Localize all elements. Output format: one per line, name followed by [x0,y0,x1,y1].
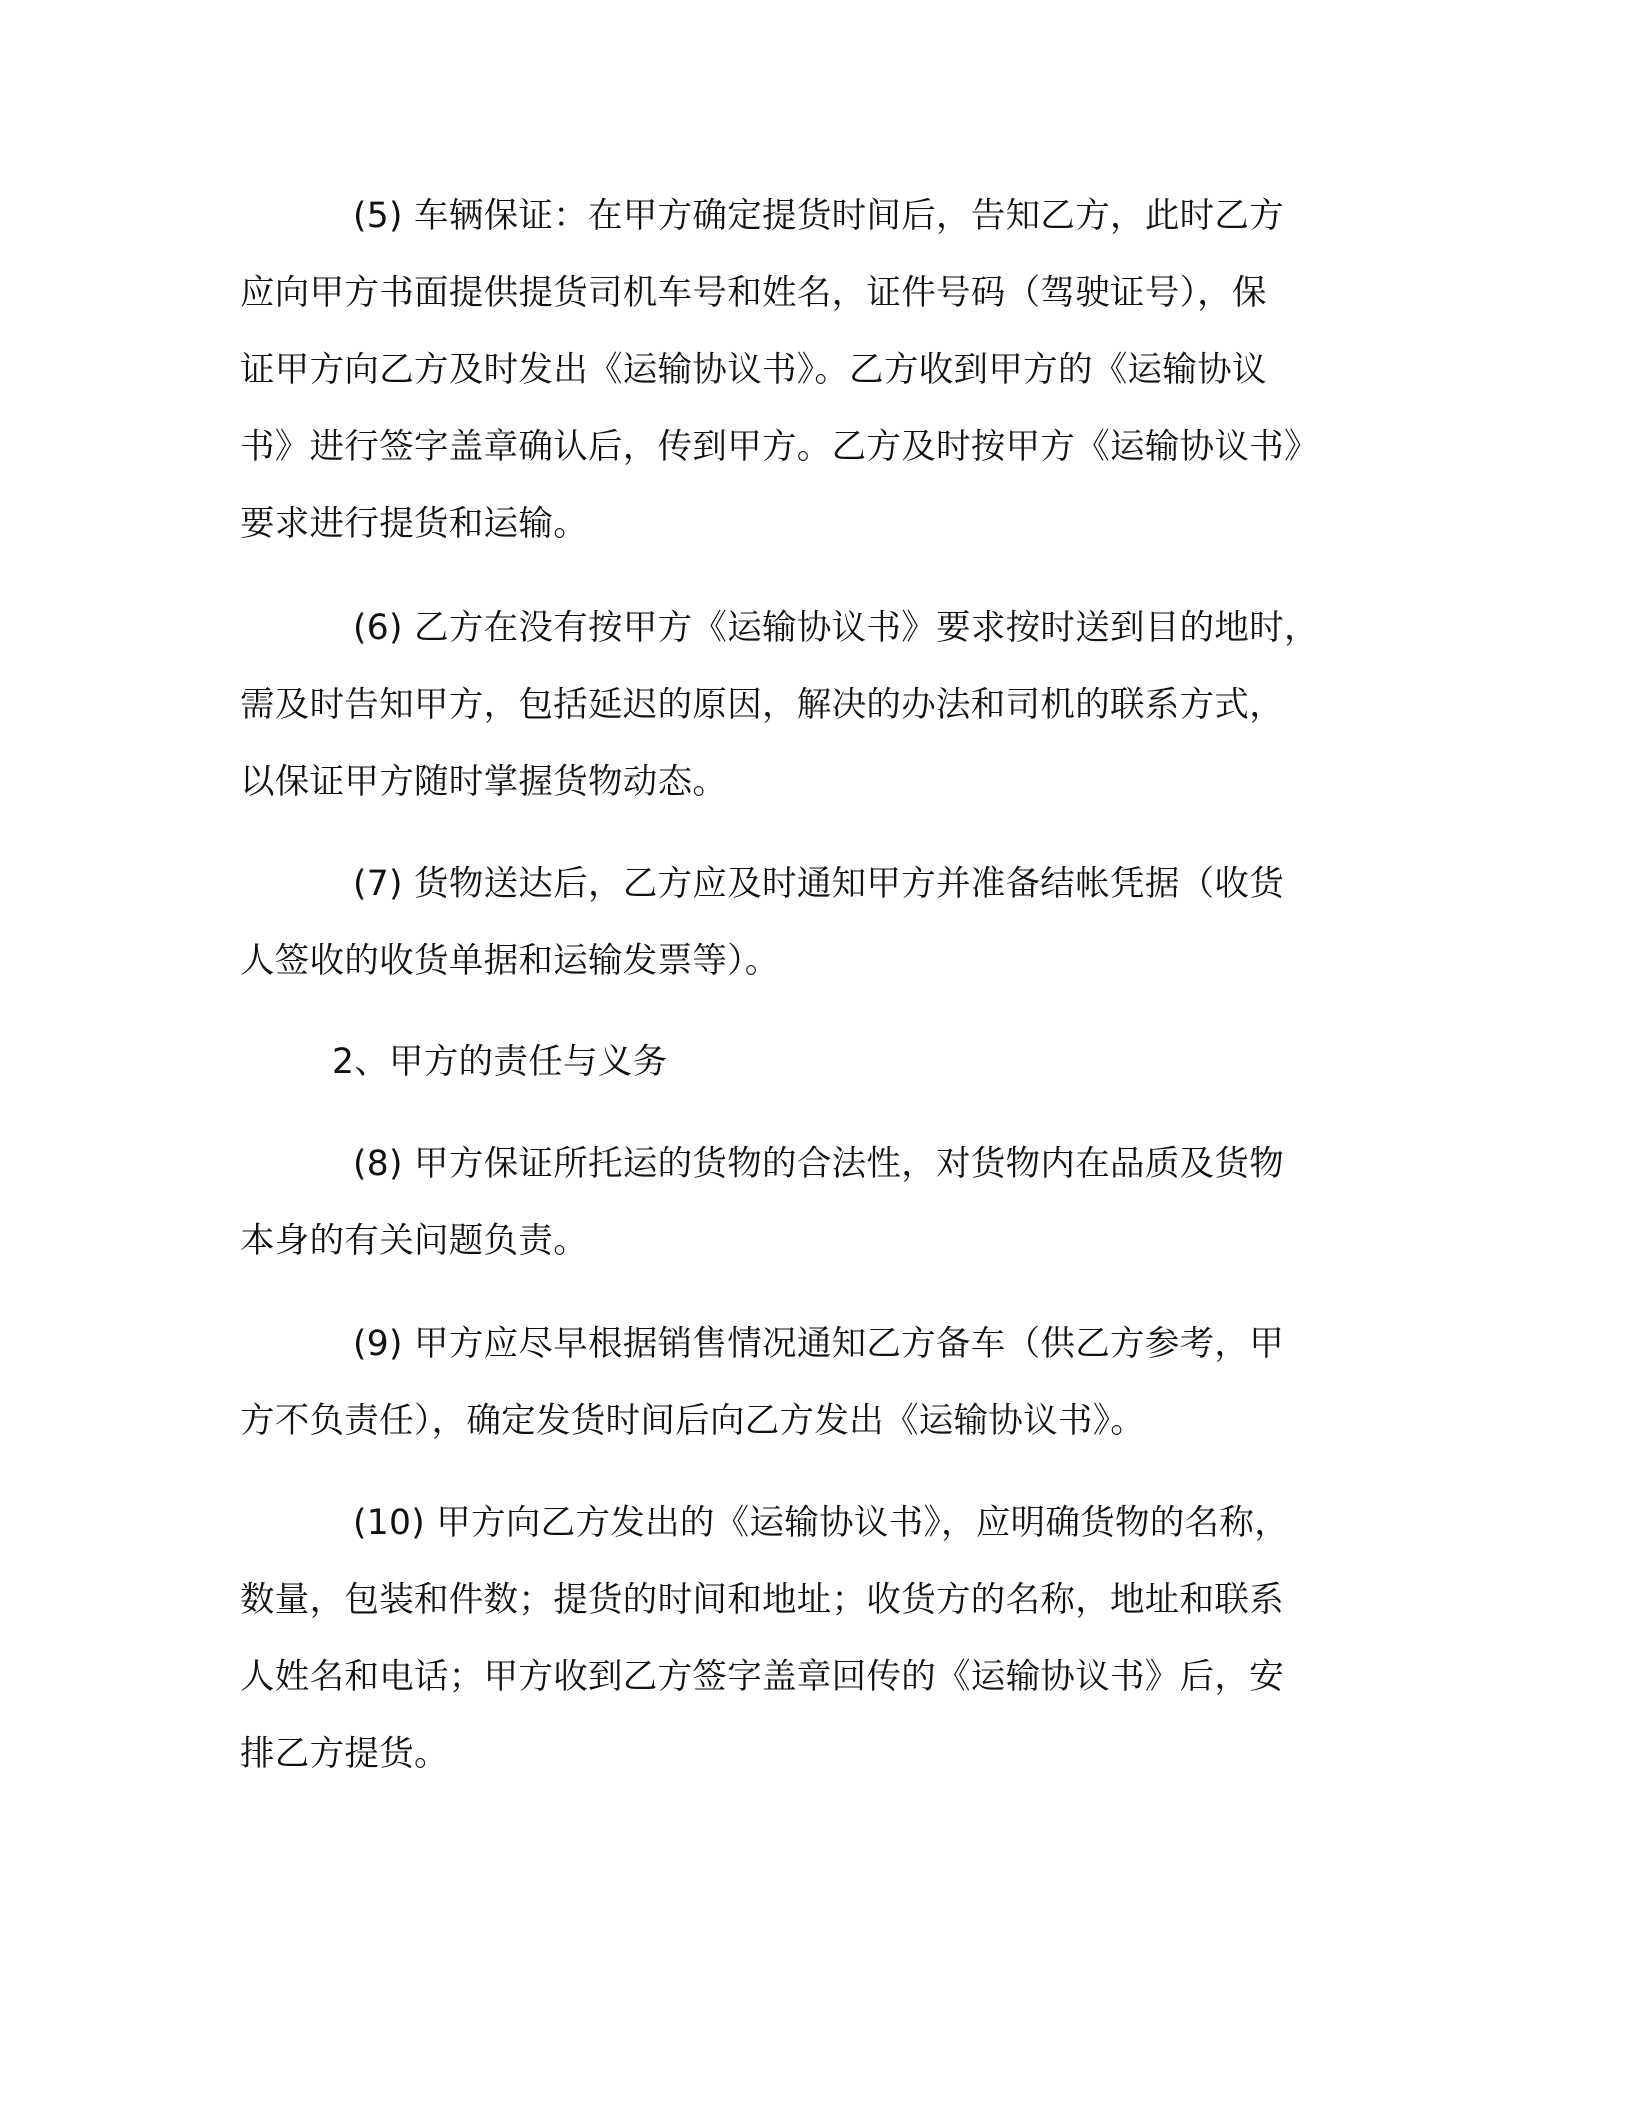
paragraph-line: (9) 甲方应尽早根据销售情况通知乙方备车（供乙方参考，甲 [353,1324,1285,1364]
paragraph-5 [240,178,1390,563]
paragraph-line: 人姓名和电话；甲方收到乙方签字盖章回传的《运输协议书》后，安 [240,1657,1284,1697]
paragraph-line: (8) 甲方保证所托运的货物的合法性，对货物内在品质及货物 [353,1144,1285,1184]
paragraph-line: 本身的有关问题负责。 [240,1221,588,1261]
paragraph-10 [240,1485,1390,1793]
paragraph-line: 人签收的收货单据和运输发票等）。 [240,941,780,981]
paragraph-line: 要求进行提货和运输。 [240,504,588,544]
paragraph-7 [240,846,1390,1000]
paragraph-line: (7) 货物送达后，乙方应及时通知甲方并准备结帐凭据（收货 [353,864,1285,904]
paragraph-9 [240,1306,1390,1460]
paragraph-line: (6) 乙方在没有按甲方《运输协议书》要求按时送到目的地时， [353,608,1319,648]
section-heading [240,1024,1390,1101]
paragraph-line: 证甲方向乙方及时发出《运输协议书》。乙方收到甲方的《运输协议 [240,350,1267,390]
paragraph-line: 书》进行签字盖章确认后，传到甲方。乙方及时按甲方《运输协议书》 [240,427,1319,467]
paragraph-8 [240,1126,1390,1280]
paragraph-line: (5) 车辆保证：在甲方确定提货时间后，告知乙方，此时乙方 [353,196,1285,236]
paragraph-line: 方不负责任），确定发货时间后向乙方发出《运输协议书》。 [240,1401,1146,1441]
paragraph-line: 应向甲方书面提供提货司机车号和姓名，证件号码（驾驶证号），保 [240,273,1267,313]
paragraph-line: (10) 甲方向乙方发出的《运输协议书》，应明确货物的名称， [353,1503,1290,1543]
paragraph-line: 数量，包装和件数；提货的时间和地址；收货方的名称，地址和联系 [240,1580,1284,1620]
paragraph-6 [240,590,1390,821]
paragraph-line: 以保证甲方随时掌握货物动态。 [240,762,728,802]
paragraph-line: 需及时告知甲方，包括延迟的原因，解决的办法和司机的联系方式， [240,685,1284,725]
paragraph-line: 排乙方提货。 [240,1734,449,1774]
heading-text: 2、甲方的责任与义务 [332,1042,668,1082]
